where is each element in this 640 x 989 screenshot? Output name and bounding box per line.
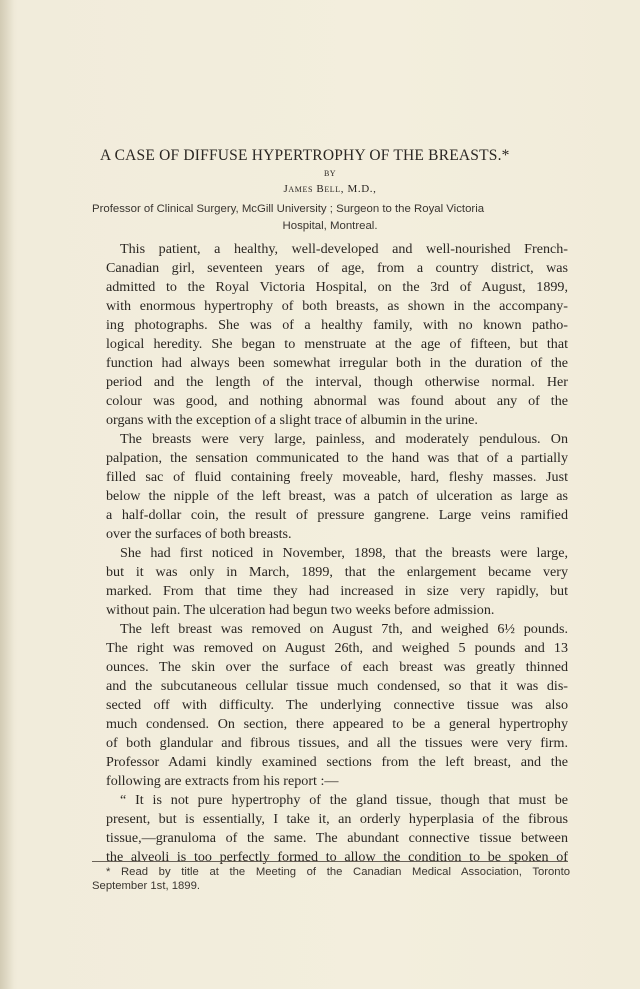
- text-line: marked. From that time they had increased in size very rapidly, but: [106, 583, 568, 599]
- text-line: a half-dollar coin, the result of pressure gangrene. Large veins ramified: [106, 507, 568, 523]
- text-line: period and the length of the interval, though otherwise normal. Her: [106, 374, 568, 390]
- article-body: [92, 240, 568, 867]
- text-line: filled sac of fluid containing freely moveable, hard, fleshy masses. Just: [106, 469, 568, 485]
- text-line: admitted to the Royal Victoria Hospital, on the 3rd of August, 1899,: [106, 279, 568, 295]
- text-line: The breasts were very large, painless, and moderately pendulous. On: [120, 431, 568, 447]
- text-line: ing photographs. She was of a healthy family, with no known patho-: [106, 317, 568, 333]
- text-line: the alveoli is too perfectly formed to allow the condition to be spoken of: [106, 849, 568, 865]
- byline-by: BY: [323, 169, 337, 178]
- affiliation-line: Professor of Clinical Surgery, McGill University ; Surgeon to the Royal Victoria: [92, 203, 485, 215]
- text-line: below the nipple of the left breast, was a patch of ulceration as large as: [106, 488, 568, 504]
- text-line: following are extracts from his report :—: [106, 773, 339, 789]
- article-title: A CASE OF DIFFUSE HYPERTROPHY OF THE BREASTS.*: [100, 147, 510, 164]
- text-line: but it was only in March, 1899, that the enlargement became very: [106, 564, 568, 580]
- text-line: She had first noticed in November, 1898, that the breasts were large,: [120, 545, 568, 561]
- text-line: and the subcutaneous cellular tissue much condensed, so that it was dis-: [106, 678, 568, 694]
- paragraph: [92, 544, 568, 620]
- text-line: Professor Adami kindly examined sections from the left breast, and the: [106, 754, 568, 770]
- author-name: James Bell, M.D.,: [283, 183, 377, 195]
- text-line: The left breast was removed on August 7th, and weighed 6½ pounds.: [120, 621, 568, 637]
- text-line: of both glandular and fibrous tissues, and all the tissues were very firm.: [106, 735, 568, 751]
- paragraph: [92, 620, 568, 791]
- page-gutter-shadow: [0, 0, 14, 989]
- paragraph: [92, 240, 568, 430]
- text-line: function had always been somewhat irregular both in the duration of the: [106, 355, 568, 371]
- footnote: [92, 865, 570, 893]
- text-line: Canadian girl, seventeen years of age, from a country district, was: [106, 260, 568, 276]
- text-line: organs with the exception of a slight trace of albumin in the urine.: [106, 412, 478, 428]
- text-line: colour was good, and nothing abnormal was found about any of the: [106, 393, 568, 409]
- affiliation-line: Hospital, Montreal.: [282, 220, 378, 232]
- footnote-line: September 1st, 1899.: [92, 880, 201, 892]
- text-line: without pain. The ulceration had begun two weeks before admission.: [106, 602, 495, 618]
- text-line: logical heredity. She began to menstruate at the age of fifteen, but that: [106, 336, 568, 352]
- text-line: “ It is not pure hypertrophy of the gland tissue, though that must be: [120, 792, 568, 808]
- text-line: much condensed. On section, there appeared to be a general hypertrophy: [106, 716, 568, 732]
- footnote-rule: [92, 861, 568, 862]
- text-line: The right was removed on August 26th, and weighed 5 pounds and 13: [106, 640, 568, 656]
- text-line: present, but is essentially, I take it, an orderly hyperplasia of the fibrous: [106, 811, 568, 827]
- text-line: with enormous hypertrophy of both breasts, as shown in the accompany-: [106, 298, 568, 314]
- text-line: sected off with difficulty. The underlying connective tissue was also: [106, 697, 568, 713]
- text-line: palpation, the sensation communicated to the hand was that of a partially: [106, 450, 568, 466]
- author-affiliation: [92, 201, 568, 235]
- paragraph: [92, 791, 568, 867]
- footnote-line: * Read by title at the Meeting of the Canadian Medical Association, Toronto: [106, 866, 570, 878]
- paragraph: [92, 430, 568, 544]
- text-line: over the surfaces of both breasts.: [106, 526, 292, 542]
- text-line: This patient, a healthy, well-developed and well-nourished French-: [120, 241, 568, 257]
- text-line: tissue,—granuloma of the same. The abundant connective tissue between: [106, 830, 568, 846]
- text-line: ounces. The skin over the surface of each breast was greatly thinned: [106, 659, 568, 675]
- article-content: [92, 146, 568, 867]
